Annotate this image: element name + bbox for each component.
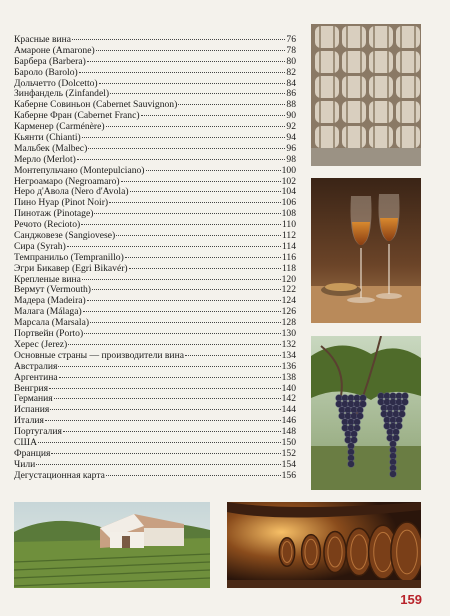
toc-dot-leader <box>92 289 281 290</box>
toc-dot-leader <box>83 311 281 312</box>
toc-dot-leader <box>82 137 286 138</box>
toc-entry-page: 140 <box>281 382 296 394</box>
toc-entry-page: 86 <box>286 88 296 100</box>
toc-dot-leader <box>51 453 280 454</box>
toc-entry-page: 124 <box>281 295 296 307</box>
toc-entry-page: 126 <box>281 306 296 318</box>
toc-dot-leader <box>141 115 286 116</box>
toc-dot-leader <box>94 213 280 214</box>
toc-entry-page: 122 <box>281 284 296 296</box>
toc-dot-leader <box>109 202 281 203</box>
toc-entry-title: Дольчетто (Dolcetto) <box>14 77 98 89</box>
toc-entry-title: Вермут (Vermouth) <box>14 284 91 296</box>
toc-entry <box>14 384 296 395</box>
toc-entry-page: 98 <box>286 153 296 165</box>
toc-dot-leader <box>110 93 285 94</box>
toc-entry-page: 130 <box>281 328 296 340</box>
toc-entry-page: 110 <box>281 219 296 231</box>
toc-entry-page: 104 <box>281 186 296 198</box>
toc-dot-leader <box>90 322 281 323</box>
toc-entry-title: Санджовезе (Sangiovese) <box>14 230 116 242</box>
toc-entry <box>14 264 296 275</box>
toc-entry <box>14 68 296 79</box>
toc-entry-title: Каберне Совиньон (Cabernet Sauvignon) <box>14 99 178 111</box>
toc-entry <box>14 394 296 405</box>
toc-dot-leader <box>67 246 281 247</box>
toc-entry-title: Германия <box>14 393 53 405</box>
grapes-photo <box>311 336 421 490</box>
toc-entry-title: Пино Нуар (Pinot Noir) <box>14 197 109 209</box>
toc-entry-page: 78 <box>286 44 296 56</box>
toc-entry-page: 118 <box>281 262 296 274</box>
wine-barrels-photo <box>311 24 421 166</box>
toc-dot-leader <box>68 344 280 345</box>
toc-entry-title: Херес (Jerez) <box>14 338 68 350</box>
toc-entry <box>14 449 296 460</box>
toc-entry-title: Мадера (Madeira) <box>14 295 86 307</box>
toc-dot-leader <box>106 475 281 476</box>
toc-dot-leader <box>59 377 281 378</box>
toc-entry-title: Крепленые вина <box>14 273 81 285</box>
toc-dot-leader <box>81 224 281 225</box>
toc-dot-leader <box>87 300 281 301</box>
table-of-contents <box>14 35 296 482</box>
toc-dot-leader <box>45 420 281 421</box>
toc-dot-leader <box>77 159 286 160</box>
toc-entry-page: 94 <box>286 132 296 144</box>
toc-dot-leader <box>96 50 286 51</box>
toc-entry-title: США <box>14 436 38 448</box>
toc-entry <box>14 460 296 471</box>
winery-landscape-photo <box>14 502 210 588</box>
toc-entry-page: 152 <box>281 447 296 459</box>
toc-entry-page: 106 <box>281 197 296 209</box>
toc-entry-title: Португалия <box>14 426 62 438</box>
toc-dot-leader <box>58 366 280 367</box>
toc-entry-title: Сира (Syrah) <box>14 240 66 252</box>
toc-entry-page: 146 <box>281 415 296 427</box>
toc-dot-leader <box>130 191 281 192</box>
toc-dot-leader <box>49 388 281 389</box>
toc-entry-title: Карменер (Carménère) <box>14 121 105 133</box>
toc-dot-leader <box>178 104 285 105</box>
toc-dot-leader <box>54 398 281 399</box>
toc-entry <box>14 438 296 449</box>
toc-dot-leader <box>36 464 280 465</box>
toc-dot-leader <box>116 235 281 236</box>
toc-dot-leader <box>84 333 280 334</box>
toc-entry-page: 154 <box>281 458 296 470</box>
toc-entry-title: Испания <box>14 404 50 416</box>
toc-entry <box>14 427 296 438</box>
toc-dot-leader <box>129 268 281 269</box>
toc-entry-title: Малага (Málaga) <box>14 306 82 318</box>
toc-entry-title: Негроамаро (Negroamaro) <box>14 175 120 187</box>
toc-entry-page: 84 <box>286 77 296 89</box>
toc-dot-leader <box>50 409 280 410</box>
toc-entry-title: Портвейн (Porto) <box>14 328 84 340</box>
toc-entry-title: Неро д'Авола (Nero d'Avola) <box>14 186 129 198</box>
toc-entry-title: Мальбек (Malbec) <box>14 142 88 154</box>
toc-entry-page: 120 <box>281 273 296 285</box>
toc-entry-title: Аргентина <box>14 371 58 383</box>
toc-entry-page: 136 <box>281 360 296 372</box>
toc-entry-page: 92 <box>286 121 296 133</box>
toc-entry-title: Каберне Фран (Cabernet Franc) <box>14 110 140 122</box>
toc-entry-title: Чили <box>14 458 36 470</box>
toc-entry-page: 96 <box>286 142 296 154</box>
toc-entry-title: Австралия <box>14 360 58 372</box>
toc-dot-leader <box>106 126 286 127</box>
toc-entry-page: 128 <box>281 317 296 329</box>
toc-entry-page: 138 <box>281 371 296 383</box>
toc-entry <box>14 166 296 177</box>
toc-entry-title: Пинотаж (Pinotage) <box>14 208 94 220</box>
toc-entry-page: 114 <box>281 240 296 252</box>
toc-dot-leader <box>146 170 281 171</box>
toc-entry-page: 132 <box>281 338 296 350</box>
toc-dot-leader <box>63 431 281 432</box>
page-number: 159 <box>400 592 422 607</box>
toc-entry-page: 134 <box>281 349 296 361</box>
toc-entry-title: Дегустационная карта <box>14 469 105 481</box>
toc-entry-title: Темпранильо (Tempranillo) <box>14 251 124 263</box>
wine-glasses-photo <box>311 178 421 323</box>
toc-dot-leader <box>121 181 281 182</box>
toc-entry-page: 80 <box>286 55 296 67</box>
toc-entry-page: 142 <box>281 393 296 405</box>
toc-entry-page: 102 <box>281 175 296 187</box>
toc-entry-title: Эгри Бикавер (Egri Bikavér) <box>14 262 128 274</box>
toc-entry-title: Барбера (Barbera) <box>14 55 86 67</box>
toc-entry-page: 156 <box>281 469 296 481</box>
toc-entry-title: Амароне (Amarone) <box>14 44 95 56</box>
toc-dot-leader <box>185 355 281 356</box>
toc-entry <box>14 471 296 482</box>
toc-entry-page: 76 <box>286 34 296 45</box>
toc-entry-page: 148 <box>281 426 296 438</box>
toc-entry-page: 82 <box>286 66 296 78</box>
toc-dot-leader <box>99 83 286 84</box>
toc-entry-page: 88 <box>286 99 296 111</box>
toc-entry-page: 112 <box>281 230 296 242</box>
toc-dot-leader <box>38 442 281 443</box>
toc-entry-page: 116 <box>281 251 296 263</box>
toc-dot-leader <box>82 279 281 280</box>
toc-entry-title: Речото (Recioto) <box>14 219 81 231</box>
toc-entry-page: 100 <box>281 164 296 176</box>
toc-dot-leader <box>79 72 286 73</box>
toc-dot-leader <box>87 61 286 62</box>
toc-entry-title: Марсала (Marsala) <box>14 317 90 329</box>
toc-entry-title: Венгрия <box>14 382 49 394</box>
toc-entry-title: Кьянти (Chianti) <box>14 132 81 144</box>
toc-entry <box>14 405 296 416</box>
toc-dot-leader <box>125 257 281 258</box>
toc-entry-page: 144 <box>281 404 296 416</box>
toc-entry-title: Италия <box>14 415 44 427</box>
toc-entry-page: 108 <box>281 208 296 220</box>
wine-cellar-photo <box>227 502 421 588</box>
toc-entry-title: Франция <box>14 447 51 459</box>
toc-entry-title: Зинфандель (Zinfandel) <box>14 88 110 100</box>
toc-dot-leader <box>72 39 285 40</box>
toc-entry-page: 90 <box>286 110 296 122</box>
toc-entry-title: Монтепульчано (Montepulciano) <box>14 164 145 176</box>
toc-dot-leader <box>88 148 285 149</box>
toc-entry-title: Мерло (Merlot) <box>14 153 76 165</box>
toc-entry-page: 150 <box>281 436 296 448</box>
toc-entry <box>14 373 296 384</box>
toc-entry-title: Основные страны — производители вина <box>14 349 184 361</box>
toc-entry-title: Бароло (Barolo) <box>14 66 78 78</box>
toc-entry <box>14 362 296 373</box>
toc-entry-title: Красные вина <box>14 34 72 45</box>
